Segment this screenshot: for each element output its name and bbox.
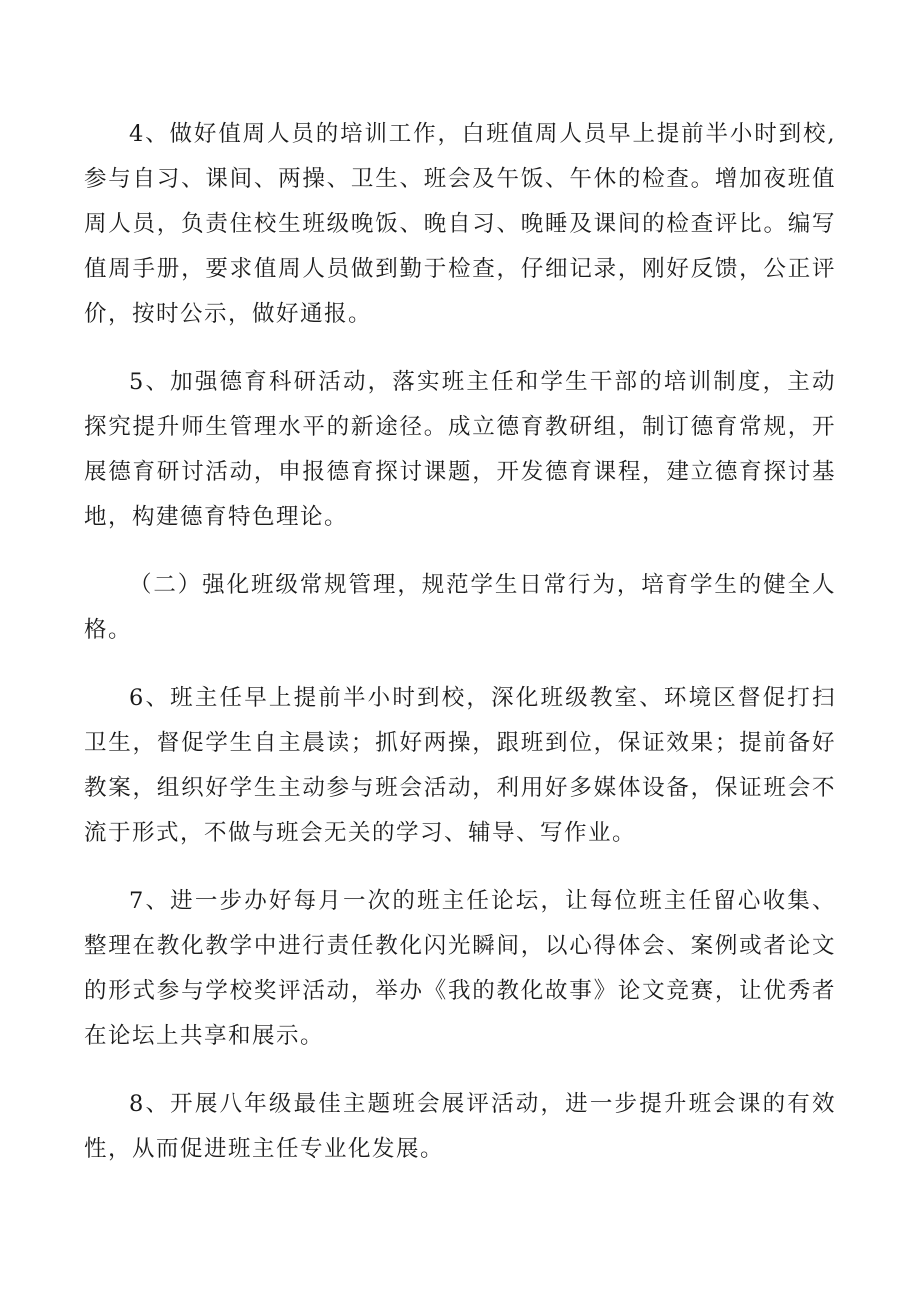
section-heading-2: （二）强化班级常规管理，规范学生日常行为，培育学生的健全人格。 xyxy=(84,572,836,643)
paragraph-item-4: 4、做好值周人员的培训工作，白班值周人员早上提前半小时到校,参与自习、课间、两操、卫生、班会及午饭、午休的检查。增加夜班值周人员，负责住校生班级晚饭、晚自习、晚睡及课间的检查评比。编写值周手册，要求值周人员做到勤于检查，仔细记录，刚好反馈，公正评价，按时公示，做好通报。 xyxy=(84,121,836,327)
paragraph-item-7: 7、进一步办好每月一次的班主任论坛，让每位班主任留心收集、整理在教化教学中进行责任教化闪光瞬间，以心得体会、案例或者论文的形式参与学校奖评活动，举办《我的教化故事》论文竞赛，让优秀者在论坛上共享和展示。 xyxy=(84,888,836,1049)
paragraph-item-8: 8、开展八年级最佳主题班会展评活动，进一步提升班会课的有效性，从而促进班主任专业化发展。 xyxy=(84,1091,836,1162)
paragraph-item-5: 5、加强德育科研活动，落实班主任和学生干部的培训制度，主动探究提升师生管理水平的新途径。成立德育教研组，制订德育常规，开展德育研讨活动，申报德育探讨课题，开发德育课程，建立德育探讨基地，构建德育特色理论。 xyxy=(84,369,836,530)
paragraph-item-6: 6、班主任早上提前半小时到校，深化班级教室、环境区督促打扫卫生，督促学生自主晨读；抓好两操，跟班到位，保证效果；提前备好教案，组织好学生主动参与班会活动，利用好多媒体设备，保证班会不流于形式，不做与班会无关的学习、辅导、写作业。 xyxy=(84,685,836,846)
document-body xyxy=(84,112,836,1195)
